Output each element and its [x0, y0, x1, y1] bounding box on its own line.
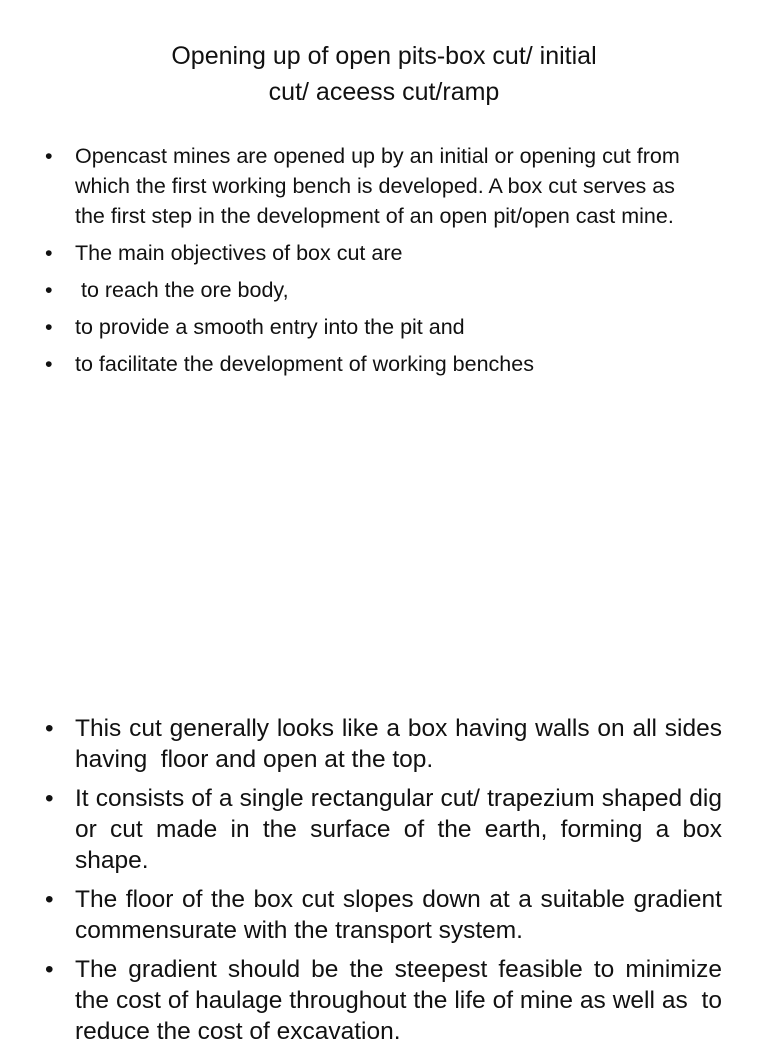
bullet-icon: •: [45, 785, 54, 812]
bullet-text: to provide a smooth entry into the pit and: [75, 315, 465, 339]
bullet-icon: •: [45, 241, 53, 265]
bullet-text: This cut generally looks like a box having walls on all sides having floor and open at the top.: [75, 715, 729, 773]
bullet-text: It consists of a single rectangular cut/ trapezium shaped dig or cut made in the surface of the earth, forming a box shape.: [75, 785, 722, 874]
bullet-icon: •: [45, 278, 53, 302]
bullet-icon: •: [45, 715, 54, 742]
bullet-icon: •: [45, 352, 53, 376]
title-line-1: Opening up of open pits-box cut/ initial: [171, 42, 597, 70]
bullet-icon: •: [45, 144, 53, 168]
bullet-text: to reach the ore body,: [75, 278, 289, 302]
list-item: [45, 312, 695, 342]
bullet-text: to facilitate the development of working benches: [75, 352, 534, 376]
list-item: [45, 141, 695, 231]
bullet-icon: •: [45, 315, 53, 339]
list-item: [45, 349, 695, 379]
slide-title: [90, 38, 678, 110]
bullet-icon: •: [45, 886, 54, 913]
list-item: [45, 275, 695, 305]
box-cut-description-list: [45, 713, 729, 1055]
list-item: [45, 783, 722, 876]
list-item: [45, 954, 729, 1047]
bullet-text: The floor of the box cut slopes down at a suitable gradient commensurate with the transport system.: [75, 886, 722, 944]
bullet-text: Opencast mines are opened up by an initial or opening cut from which the first working bench is developed. A box cut serves as the first step in the development of an open pit/open cast mine.: [75, 144, 680, 228]
bullet-text: The gradient should be the steepest feasible to minimize the cost of haulage throughout the life of mine as well as to reduce the cost of excavation.: [75, 956, 729, 1045]
bullet-icon: •: [45, 956, 54, 983]
list-item: [45, 884, 722, 946]
list-item: [45, 713, 729, 775]
bullet-text: The main objectives of box cut are: [75, 241, 403, 265]
objectives-bullet-list: [45, 141, 695, 386]
list-item: [45, 238, 695, 268]
title-line-2: cut/ aceess cut/ramp: [268, 78, 500, 106]
